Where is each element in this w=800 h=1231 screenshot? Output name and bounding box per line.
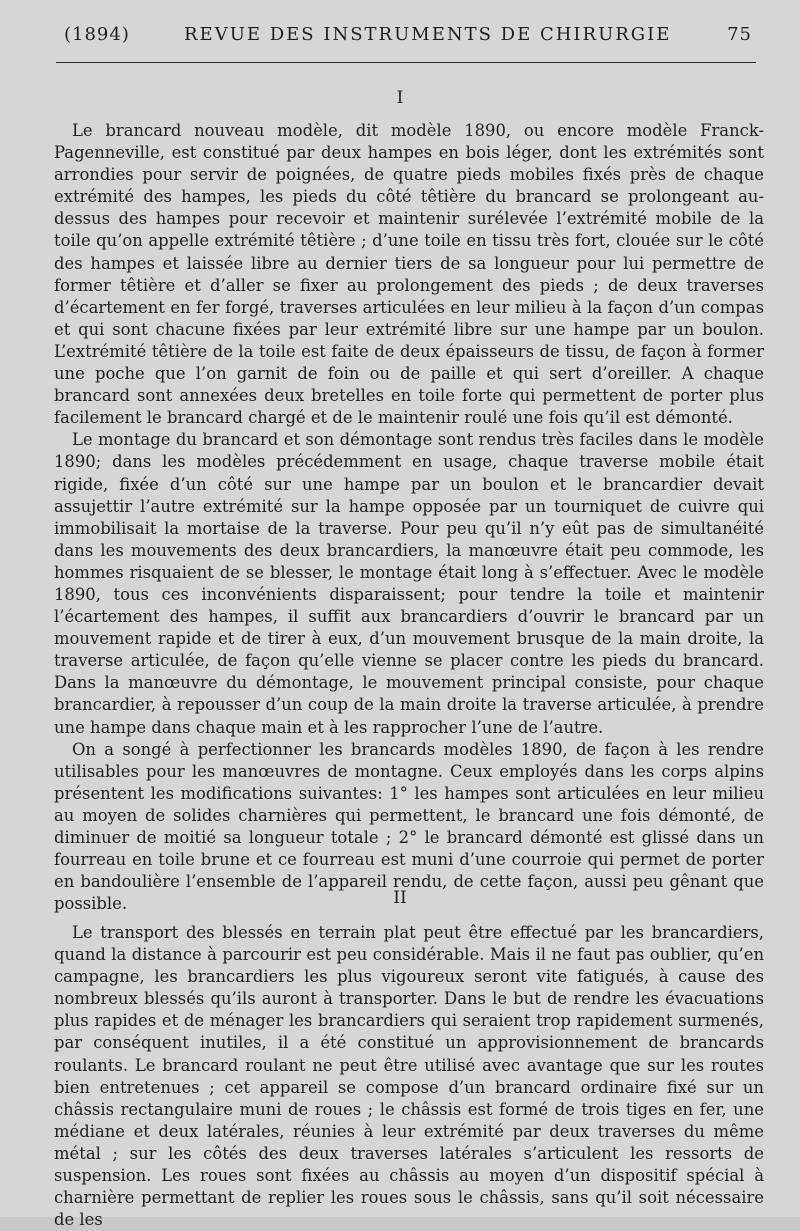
running-header — [64, 24, 764, 52]
paragraph: On a songé à perfectionner les brancards modèles 1890, de façon à les rendre utilisables pour les manœuvres de montagne. Ceux employés dans les corps alpins présentent les modifications suivantes: 1° les hampes sont articulées en leur milieu au moyen de solides charnières qui permettent, le brancard une fois démonté, de diminuer de moitié sa longueur totale ; 2° le brancard démonté est glissé dans un fourreau en toile brune et ce fourreau est muni d’une courroie qui permet de porter en bandoulière l’ensemble de l’appareil rendu, de cette façon, aussi peu gênant que possible. — [54, 739, 764, 914]
paragraph: Le brancard nouveau modèle, dit modèle 1890, ou encore modèle Franck-Pagenneville, est constitué par deux hampes en bois léger, dont les extrémités sont arrondies pour servir de poignées, de quatre pieds mobiles fixés près de chaque extrémité des hampes, les pieds du côté têtière du brancard se prolongeant au-dessus des hampes pour recevoir et maintenir surélevée l’extrémité mobile de la toile qu’on appelle extrémité têtière ; d’une toile en tissu très fort, clouée sur le côté des hampes et laissée libre au dernier tiers de sa longueur pour lui permettre de former têtière et d’aller se fixer au prolongement des pieds ; de deux traverses d’écartement en fer forgé, traverses articulées en leur milieu à la façon d’un compas et qui sont chacune fixées par leur extrémité libre sur une hampe par un boulon. L’extrémité têtière de la toile est faite de deux épaisseurs de tissu, de façon à former une poche que l’on garnit de foin ou de paille et qui sert d’oreiller. A chaque brancard sont annexées deux bretelles en toile forte qui permettent de porter plus facilement le brancard chargé et de le maintenir roulé une fois qu’il est démonté. — [54, 121, 764, 428]
section-numeral-ii: II — [393, 888, 407, 908]
header-page-number: 75 — [727, 24, 752, 45]
section-ii-text — [54, 922, 764, 1231]
paragraph: Le transport des blessés en terrain plat peut être effectué par les brancardiers, quand la distance à parcourir est peu considérable. Mais il ne faut pas oublier, qu’en campagne, les brancardiers les plus vigoureux seront vite fatigués, à cause des nombreux blessés qu’ils auront à transporter. Dans le but de rendre les évacuations plus rapides et de ménager les brancardiers qui seraient trop rapidement surmenés, par conséquent inutiles, il a été constitué un approvisionnement de brancards roulants. Le brancard roulant ne peut être utilisé avec avantage que sur les routes bien entretenues ; cet appareil se compose d’un brancard ordinaire fixé sur un châssis rectangulaire muni de roues ; le châssis est formé de trois tiges en fer, une médiane et deux latérales, réunies à leur extrémité par deux traverses du même métal ; sur les côtés des deux traverses latérales s’articulent les ressorts de suspension. Les roues sont fixées au châssis au moyen d’un dispositif spécial à charnière permettant de replier les roues sous le châssis, sans qu’il soit nécessaire de les — [54, 923, 764, 1230]
section-numeral-i: I — [396, 88, 404, 108]
header-year: (1894) — [64, 24, 130, 45]
header-journal-title: REVUE DES INSTRUMENTS DE CHIRURGIE — [184, 24, 672, 45]
header-rule — [56, 62, 756, 63]
section-i-text — [54, 120, 764, 915]
paragraph: Le montage du brancard et son démontage sont rendus très faciles dans le modèle 1890; dans les modèles précédemment en usage, chaque traverse mobile était rigide, fixée d’un côté sur une hampe par un boulon et le brancardier devait assujettir l’autre extrémité sur la hampe opposée par un tourniquet de cuivre qui immobilisait la mortaise de la traverse. Pour peu qu’il n’y eût pas de simultanéité dans les mouvements des deux brancardiers, la manœuvre était peu commode, les hommes risquaient de se blesser, le montage était long à s’effectuer. Avec le modèle 1890, tous ces inconvénients disparaissent; pour tendre la toile et maintenir l’écartement des hampes, il suffit aux brancardiers d’ouvrir le brancard par un mouvement rapide et de tirer à eux, d’un mouvement brusque de la main droite, la traverse articulée, de façon qu’elle vienne se placer contre les pieds du brancard. Dans la manœuvre du démontage, le mouvement principal consiste, pour chaque brancardier, à repousser d’un coup de la main droite la traverse articulée, à prendre une hampe dans chaque main et à les rapprocher l’une de l’autre. — [54, 430, 764, 737]
